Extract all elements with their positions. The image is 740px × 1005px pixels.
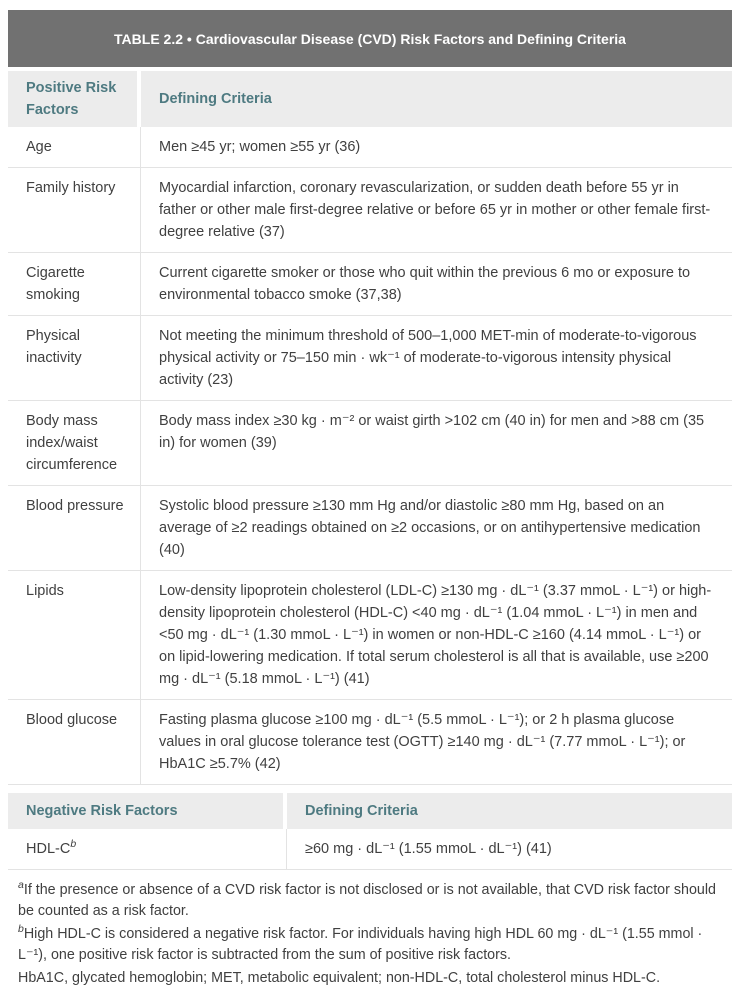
table-row-family-history [8,168,732,253]
table-title-bar [8,10,732,67]
risk-factor-label: HDL-$C^b$ [8,829,287,869]
table-row-physical-inactivity [8,316,732,401]
risk-factor-label: Blood glucose [8,700,141,784]
risk-factor-label: Blood pressure [8,486,141,570]
risk-factor-label: Cigarette smoking [8,253,141,315]
table-row-cigarette-smoking [8,253,732,316]
negative-risk-table [8,793,732,870]
table-row-body-mass-index [8,401,732,486]
risk-factor-label: Body mass index/waist circumference [8,401,141,485]
positive-risk-table [8,71,732,785]
defining-criteria-text: Body mass index ≥30 kg · m⁻² or waist girth >102 cm (40 in) for men and >88 cm (35 in) for women (39) [159,413,705,451]
table-row-blood-pressure [8,486,732,571]
defining-criteria-text: Not meeting the minimum threshold of 500–1,000 MET-min of moderate-to-vigorous physical activity or 75–150 min · wk⁻¹ of moderate-to-vigorous intensity physical activity (23) [159,328,697,388]
risk-factor-label: Lipids [8,571,141,699]
defining-criteria-text: Fasting plasma glucose ≥100 mg · dL⁻¹ (5.5 mmoL · L⁻¹); or 2 h plasma glucose values in oral glucose tolerance test (OGTT) ≥140 mg · dL⁻¹ (7.77 mmoL · L⁻¹); or HbA1C ≥5.7% (42) [159,712,686,772]
footnote-a: $^a$If the presence or absence of a CVD risk factor is not disclosed or is not available, that CVD risk factor should be counted as a risk factor. [18,879,716,919]
positive-table-header-row [8,71,732,127]
table-row-hdl-c [8,829,732,870]
defining-criteria-text: Systolic blood pressure ≥130 mm Hg and/or diastolic ≥80 mm Hg, based on an average of ≥2 readings obtained on ≥2 occasions, or on antihypertensive medication (40) [159,498,701,558]
risk-factor-label: Family history [8,168,141,252]
column-header-positive-risk-factors: Positive Risk Factors [8,71,141,127]
footnote-marker-a: a [18,879,24,892]
footnote-marker-b: b [18,923,24,936]
column-header-negative-risk-factors: Negative Risk Factors [8,793,287,829]
table-row-lipids [8,571,732,700]
defining-criteria-text: Myocardial infarction, coronary revascularization, or sudden death before 55 yr in father or other male first-degree relative or before 65 yr in mother or other female first-degree relative (37) [159,180,711,240]
column-header-defining-criteria: Defining Criteria [141,71,732,127]
table-title: TABLE 2.2 • Cardiovascular Disease (CVD) Risk Factors and Defining Criteria [114,30,626,47]
defining-criteria-text: Men ≥45 yr; women ≥55 yr (36) [159,139,361,155]
table-row-age [8,127,732,168]
defining-criteria-text: ≥60 mg · dL⁻¹ (1.55 mmoL · dL⁻¹) (41) [305,841,552,857]
footnote-b: $^b$High HDL-C is considered a negative risk factor. For individuals having high HDL 60 mg · dL⁻¹ (1.55 mmol · L⁻¹), one positive risk factor is subtracted from the sum of positive risk factors. [18,923,703,963]
footnotes-section [8,880,732,989]
defining-criteria-text: Current cigarette smoker or those who quit within the previous 6 mo or exposure to environmental tobacco smoke (37,38) [159,265,691,303]
risk-factor-label: Physical inactivity [8,316,141,400]
table-row-blood-glucose [8,700,732,785]
defining-criteria-text: Low-density lipoprotein cholesterol (LDL-C) ≥130 mg · dL⁻¹ (3.37 mmoL · L⁻¹) or high-density lipoprotein cholesterol (HDL-C) <40 mg · dL⁻¹ (1.04 mmoL · L⁻¹) in men and <50 mg · dL⁻¹ (1.30 mmoL · L⁻¹) in women or non-HDL-C ≥160 (4.14 mmoL · L⁻¹) or on lipid-lowering medication. If total serum cholesterol is all that is available, use ≥200 mg · dL⁻¹ (5.18 mmoL · L⁻¹) (41) [159,583,712,687]
column-header-defining-criteria: Defining Criteria [287,793,732,829]
negative-table-header-row [8,793,732,829]
footnote-abbreviations: HbA1C, glycated hemoglobin; MET, metabolic equivalent; non-HDL-C, total cholesterol minus HDL-C. [18,970,661,986]
footnote-marker-b: b [70,838,77,851]
risk-factor-label: Age [8,127,141,167]
